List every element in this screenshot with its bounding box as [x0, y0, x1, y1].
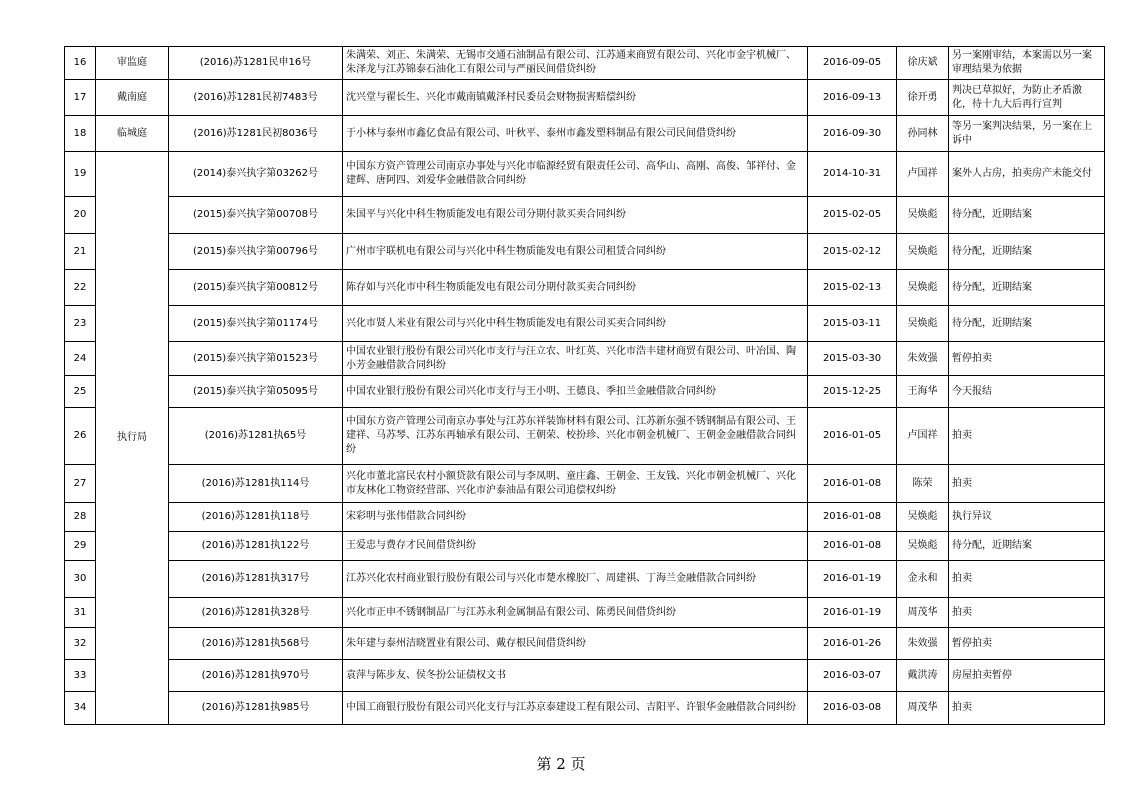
- status-note: 待分配，近期结案: [949, 234, 1105, 270]
- row-number: 27: [65, 465, 96, 503]
- case-description: 广州市宇联机电有限公司与兴化中科生物质能发电有限公司租赁合同纠纷: [343, 234, 808, 270]
- case-description: 朱年建与泰州洁晓置业有限公司、戴存根民间借贷纠纷: [343, 628, 808, 660]
- case-number: (2015)泰兴执字第00812号: [169, 270, 343, 306]
- table-row: [65, 408, 1105, 465]
- case-number: (2016)苏1281执65号: [169, 408, 343, 465]
- department-cell: 戴南庭: [96, 80, 169, 116]
- judge-name: 吴焕彪: [897, 197, 949, 234]
- row-number: 30: [65, 561, 96, 598]
- table-row: [65, 628, 1105, 660]
- filing-date: 2016-01-19: [808, 598, 897, 628]
- case-number: (2016)苏1281执118号: [169, 503, 343, 532]
- table-row: [65, 532, 1105, 561]
- filing-date: 2016-09-13: [808, 80, 897, 116]
- judge-name: 徐庆斌: [897, 47, 949, 80]
- status-note: 拍卖: [949, 692, 1105, 725]
- case-description: 朱满荣、刘正、朱满荣、无锡市交通石油制品有限公司、江苏通来商贸有限公司、兴化市金宇机械厂、朱泽龙与江苏锦泰石油化工有限公司与严丽民间借贷纠纷: [343, 47, 808, 80]
- table-row: [65, 342, 1105, 376]
- case-number: (2015)泰兴执字第01174号: [169, 306, 343, 342]
- case-number: (2016)苏1281执970号: [169, 660, 343, 692]
- judge-name: 吴焕彪: [897, 503, 949, 532]
- status-note: 待分配，近期结案: [949, 270, 1105, 306]
- row-number: 22: [65, 270, 96, 306]
- case-description: 袁萍与陈步友、侯冬扮公证债权文书: [343, 660, 808, 692]
- table-row: [65, 503, 1105, 532]
- table-row: [65, 197, 1105, 234]
- judge-name: 吴焕彪: [897, 306, 949, 342]
- row-number: 24: [65, 342, 96, 376]
- row-number: 29: [65, 532, 96, 561]
- filing-date: 2016-01-08: [808, 503, 897, 532]
- filing-date: 2015-03-11: [808, 306, 897, 342]
- case-number: (2016)苏1281执328号: [169, 598, 343, 628]
- table-row: [65, 465, 1105, 503]
- status-note: 等另一案判决结果，另一案在上诉中: [949, 116, 1105, 152]
- judge-name: 孙同林: [897, 116, 949, 152]
- table-row: [65, 152, 1105, 197]
- status-note: 执行异议: [949, 503, 1105, 532]
- judge-name: 吴焕彪: [897, 234, 949, 270]
- department-cell: 临城庭: [96, 116, 169, 152]
- case-number: (2016)苏1281执317号: [169, 561, 343, 598]
- status-note: 房屋拍卖暂停: [949, 660, 1105, 692]
- row-number: 32: [65, 628, 96, 660]
- table-row: [65, 80, 1105, 116]
- status-note: 判决已草拟好，为防止矛盾激化，待十九大后再行宣判: [949, 80, 1105, 116]
- case-description: 中国东方资产管理公司南京办事处与江苏东祥装饰材料有限公司、江苏新东强不锈钢制品有限公司、王建祥、马苏琴、江苏东再轴承有限公司、王朝荣、校扮珍、兴化市朝金机械厂、王朝金金融借款合同纠纷: [343, 408, 808, 465]
- status-note: 暂停拍卖: [949, 628, 1105, 660]
- row-number: 28: [65, 503, 96, 532]
- case-number: (2015)泰兴执字第05095号: [169, 376, 343, 408]
- row-number: 18: [65, 116, 96, 152]
- case-description: 于小林与泰州市鑫亿食品有限公司、叶秋平、泰州市鑫发塑料制品有限公司民间借贷纠纷: [343, 116, 808, 152]
- case-description: 兴化市董北富民农村小额贷款有限公司与李凤明、童庄鑫、王朝金、王友钱、兴化市朝金机械厂、兴化市友林化工物资经营部、兴化市沪泰油品有限公司追偿权纠纷: [343, 465, 808, 503]
- filing-date: 2015-03-30: [808, 342, 897, 376]
- judge-name: 卢国祥: [897, 152, 949, 197]
- status-note: 拍卖: [949, 408, 1105, 465]
- row-number: 34: [65, 692, 96, 725]
- row-number: 26: [65, 408, 96, 465]
- row-number: 19: [65, 152, 96, 197]
- filing-date: 2015-02-12: [808, 234, 897, 270]
- filing-date: 2016-01-08: [808, 465, 897, 503]
- case-number: (2016)苏1281执122号: [169, 532, 343, 561]
- status-note: 另一案刚审结，本案需以另一案审理结果为依据: [949, 47, 1105, 80]
- table-row: [65, 306, 1105, 342]
- case-description: 朱国平与兴化中科生物质能发电有限公司分期付款买卖合同纠纷: [343, 197, 808, 234]
- status-note: 拍卖: [949, 465, 1105, 503]
- case-description: 王爱忠与费存才民间借贷纠纷: [343, 532, 808, 561]
- judge-name: 陈荣: [897, 465, 949, 503]
- case-number: (2016)苏1281民申16号: [169, 47, 343, 80]
- filing-date: 2016-09-05: [808, 47, 897, 80]
- status-note: 待分配，近期结案: [949, 197, 1105, 234]
- status-note: 暂停拍卖: [949, 342, 1105, 376]
- row-number: 21: [65, 234, 96, 270]
- judge-name: 周茂华: [897, 598, 949, 628]
- case-description: 兴化市贤人米业有限公司与兴化中科生物质能发电有限公司买卖合同纠纷: [343, 306, 808, 342]
- table-row: [65, 116, 1105, 152]
- status-note: 案外人占房，拍卖房产未能交付: [949, 152, 1105, 197]
- filing-date: 2016-09-30: [808, 116, 897, 152]
- case-description: 沈兴堂与翟长生、兴化市戴南镇戴泽村民委员会财物损害赔偿纠纷: [343, 80, 808, 116]
- status-note: 待分配，近期结案: [949, 306, 1105, 342]
- table-row: [65, 47, 1105, 80]
- judge-name: 徐开勇: [897, 80, 949, 116]
- row-number: 17: [65, 80, 96, 116]
- case-number: (2016)苏1281执568号: [169, 628, 343, 660]
- case-description: 兴化市正申不锈钢制品厂与江苏永利金属制品有限公司、陈勇民间借贷纠纷: [343, 598, 808, 628]
- case-description: 江苏兴化农村商业银行股份有限公司与兴化市楚水橡胶厂、周建祺、丁海兰金融借款合同纠纷: [343, 561, 808, 598]
- filing-date: 2015-12-25: [808, 376, 897, 408]
- case-description: 中国工商银行股份有限公司兴化支行与江苏京泰建设工程有限公司、吉阳平、许银华金融借款合同纠纷: [343, 692, 808, 725]
- table-row: [65, 270, 1105, 306]
- filing-date: 2015-02-13: [808, 270, 897, 306]
- filing-date: 2016-03-07: [808, 660, 897, 692]
- judge-name: 朱效强: [897, 342, 949, 376]
- row-number: 25: [65, 376, 96, 408]
- case-number: (2016)苏1281执114号: [169, 465, 343, 503]
- judge-name: 周茂华: [897, 692, 949, 725]
- case-number: (2016)苏1281执985号: [169, 692, 343, 725]
- department-cell: 审监庭: [96, 47, 169, 80]
- judge-name: 卢国祥: [897, 408, 949, 465]
- table-row: [65, 561, 1105, 598]
- case-description: 中国农业银行股份有限公司兴化市支行与汪立农、叶红英、兴化市浩丰建材商贸有限公司、叶冶国、陶小芳金融借款合同纠纷: [343, 342, 808, 376]
- judge-name: 吴焕彪: [897, 270, 949, 306]
- page-number: 第 2 页: [536, 755, 586, 773]
- judge-name: 朱效强: [897, 628, 949, 660]
- filing-date: 2015-02-05: [808, 197, 897, 234]
- row-number: 31: [65, 598, 96, 628]
- table-row: [65, 234, 1105, 270]
- filing-date: 2016-01-19: [808, 561, 897, 598]
- row-number: 20: [65, 197, 96, 234]
- filing-date: 2016-01-26: [808, 628, 897, 660]
- case-number: (2016)苏1281民初7483号: [169, 80, 343, 116]
- case-number: (2015)泰兴执字第00708号: [169, 197, 343, 234]
- status-note: 拍卖: [949, 598, 1105, 628]
- filing-date: 2014-10-31: [808, 152, 897, 197]
- case-number: (2015)泰兴执字第00796号: [169, 234, 343, 270]
- case-number: (2014)泰兴执字第03262号: [169, 152, 343, 197]
- case-number: (2015)泰兴执字第01523号: [169, 342, 343, 376]
- table-row: [65, 660, 1105, 692]
- department-cell: 执行局: [96, 152, 169, 725]
- case-description: 中国东方资产管理公司南京办事处与兴化市临源经贸有限责任公司、高华山、高刚、高俊、邹祥付、金建辉、唐阿四、刘爱华金融借款合同纠纷: [343, 152, 808, 197]
- filing-date: 2016-01-05: [808, 408, 897, 465]
- case-description: 宋彩明与张伟借款合同纠纷: [343, 503, 808, 532]
- status-note: 今天报结: [949, 376, 1105, 408]
- judge-name: 王海华: [897, 376, 949, 408]
- filing-date: 2016-01-08: [808, 532, 897, 561]
- table-row: [65, 692, 1105, 725]
- row-number: 16: [65, 47, 96, 80]
- table-row: [65, 598, 1105, 628]
- judge-name: 吴焕彪: [897, 532, 949, 561]
- case-number: (2016)苏1281民初8036号: [169, 116, 343, 152]
- table-row: [65, 376, 1105, 408]
- judge-name: 金永和: [897, 561, 949, 598]
- row-number: 23: [65, 306, 96, 342]
- status-note: 待分配，近期结案: [949, 532, 1105, 561]
- filing-date: 2016-03-08: [808, 692, 897, 725]
- case-description: 陈存如与兴化市中科生物质能发电有限公司分期付款买卖合同纠纷: [343, 270, 808, 306]
- case-description: 中国农业银行股份有限公司兴化市支行与王小明、王德良、季扣兰金融借款合同纠纷: [343, 376, 808, 408]
- case-table: [64, 46, 1105, 725]
- row-number: 33: [65, 660, 96, 692]
- status-note: 拍卖: [949, 561, 1105, 598]
- judge-name: 戴洪涛: [897, 660, 949, 692]
